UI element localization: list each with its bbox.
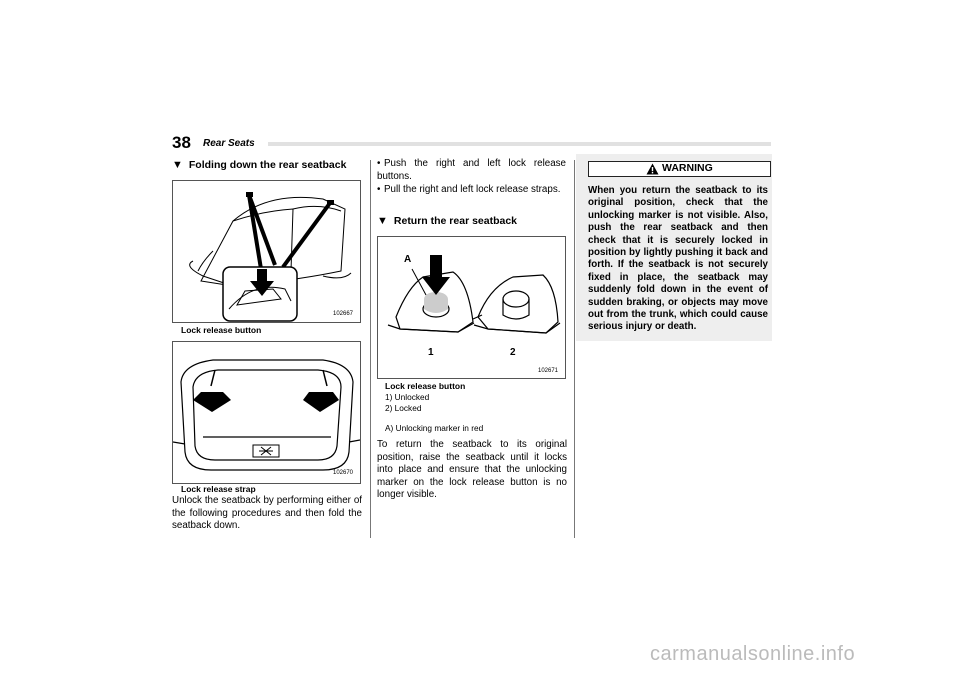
folding-heading: ▼ Folding down the rear seatback	[172, 159, 347, 171]
bullet-icon: •	[377, 184, 381, 195]
page-number: 38	[172, 133, 191, 152]
label-2: 2	[510, 347, 516, 358]
legend-item: 2) Locked	[385, 403, 422, 413]
warning-triangle-icon	[646, 163, 659, 175]
return-instructions-text: To return the seatback to its original position, raise the seatback until it locks into place and ensure that the unlocking marker on the lock release button is no longer visible.	[377, 439, 567, 501]
legend-item: 1) Unlocked	[385, 392, 430, 402]
figure-lock-release-button	[172, 180, 361, 323]
legend-note: A) Unlocking marker in red	[385, 423, 484, 433]
rear-seat-illustration	[173, 181, 360, 322]
figure-number: 102671	[538, 368, 559, 374]
figure-caption: Lock release strap	[181, 484, 256, 494]
warning-text: When you return the seatback to its original position, check that the unlocking marker is not visible. Also, push the rear seatback and then check that it is securely locked in position by lightly pushing it back and forth. If the seatback is not securely fixed in place, the seatback may suddenly fold down in the event of sudden braking, or objects may move out from the trunk, which could cause serious injury or death.	[588, 185, 768, 333]
column-divider-2	[574, 160, 575, 538]
figure-caption: Lock release button	[385, 381, 466, 391]
label-1: 1	[428, 347, 434, 358]
figure-caption: Lock release button	[181, 325, 262, 335]
watermark-text: carmanualsonline.info	[650, 643, 856, 665]
triangle-marker-icon: ▼	[172, 159, 183, 171]
figure-number: 102667	[333, 311, 354, 317]
folding-intro-text: Unlock the seatback by performing either of the following procedures and then fold the seatback down.	[172, 495, 362, 532]
return-heading: ▼ Return the rear seatback	[377, 215, 518, 227]
section-title: Rear Seats	[203, 138, 255, 149]
header-rule	[268, 142, 771, 146]
figure-number: 102670	[333, 470, 354, 476]
triangle-marker-icon: ▼	[377, 215, 388, 227]
bullet-item: • Push the right and left lock release buttons.	[377, 158, 566, 182]
warning-label: WARNING	[662, 162, 713, 174]
bullet-item: • Pull the right and left lock release straps.	[377, 184, 561, 195]
column-divider-1	[370, 160, 371, 538]
trunk-illustration	[173, 342, 360, 483]
label-a: A	[404, 254, 412, 265]
bullet-icon: •	[377, 158, 381, 169]
figure-lock-release-strap	[172, 341, 361, 484]
